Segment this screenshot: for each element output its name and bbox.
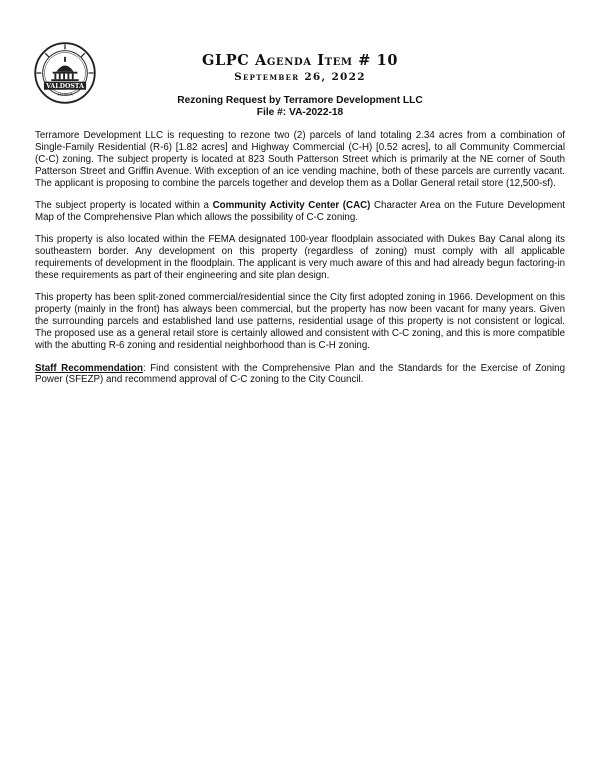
seal-state-text: GEORGIA <box>57 92 73 97</box>
paragraph-text: The subject property is located within a <box>35 200 213 212</box>
paragraph-floodplain: This property is also located within the FEMA designated 100-year floodplain associated with Dukes Bay Canal along its southeastern border. Any development on this property (regardless of zoning) must comply with all applicable requirements of development in the floodplain. The applicant is very much aware of this and had already begun factoring-in these requirements as part of their engineering and site plan design. <box>35 234 565 282</box>
paragraph-text: Character Area on the Future Development Map of the Comprehensive Plan which allows the possibility of C-C zoning. <box>35 200 565 223</box>
file-number: File #: VA-2022-18 <box>256 107 344 118</box>
paragraph-character-area <box>35 200 565 224</box>
document-body <box>35 130 565 397</box>
agenda-title: GLPC Agenda Item # 10 <box>201 52 399 69</box>
subject-heading <box>0 95 600 119</box>
paragraph-zoning-history: This property has been split-zoned commercial/residential since the City first adopted zoning in 1966. Development on this property (mainly in the front) has always been commercial, but the property has now been vacant for many years. Given the surrounding parcels and established land use patterns, residential usage of this property is not consistent or logical. The proposed use as a general retail store is certainly allowed and consistent with C-C zoning, and this is more compatible with the abutting R-6 zoning and residential neighborhood than is C-H zoning. <box>35 292 565 352</box>
agenda-header <box>140 52 460 83</box>
recommendation-label: Staff Recommendation <box>35 362 143 374</box>
agenda-date: September 26, 2022 <box>234 71 366 83</box>
subject-title: Rezoning Request by Terramore Development LLC <box>177 95 423 106</box>
paragraph-staff-recommendation <box>35 363 565 387</box>
paragraph-request: Terramore Development LLC is requesting to rezone two (2) parcels of land totaling 2.34 acres from a combination of Single-Family Residential (R-6) [1.82 acres] and Highway Commercial (C-H) [0.52 acres], to all Community Commercial (C-C) zoning. The subject property is located at 823 South Patterson Street which is primarily at the NE corner of South Patterson Street and Griffin Avenue. With exception of an ice vending machine, both of these parcels are currently vacant. The applicant is proposing to combine the parcels together and develop them as a Dollar General retail store (12,500-sf). <box>35 130 565 189</box>
character-area-name: Community Activity Center (CAC) <box>212 200 371 212</box>
seal-city-text: VALDOSTA <box>46 83 84 91</box>
recommendation-text: : Find consistent with the Comprehensive Plan and the Standards for the Exercise of Zoning Power (SFEZP) and recommend approval of C-C zoning to the City Council. <box>35 362 566 386</box>
